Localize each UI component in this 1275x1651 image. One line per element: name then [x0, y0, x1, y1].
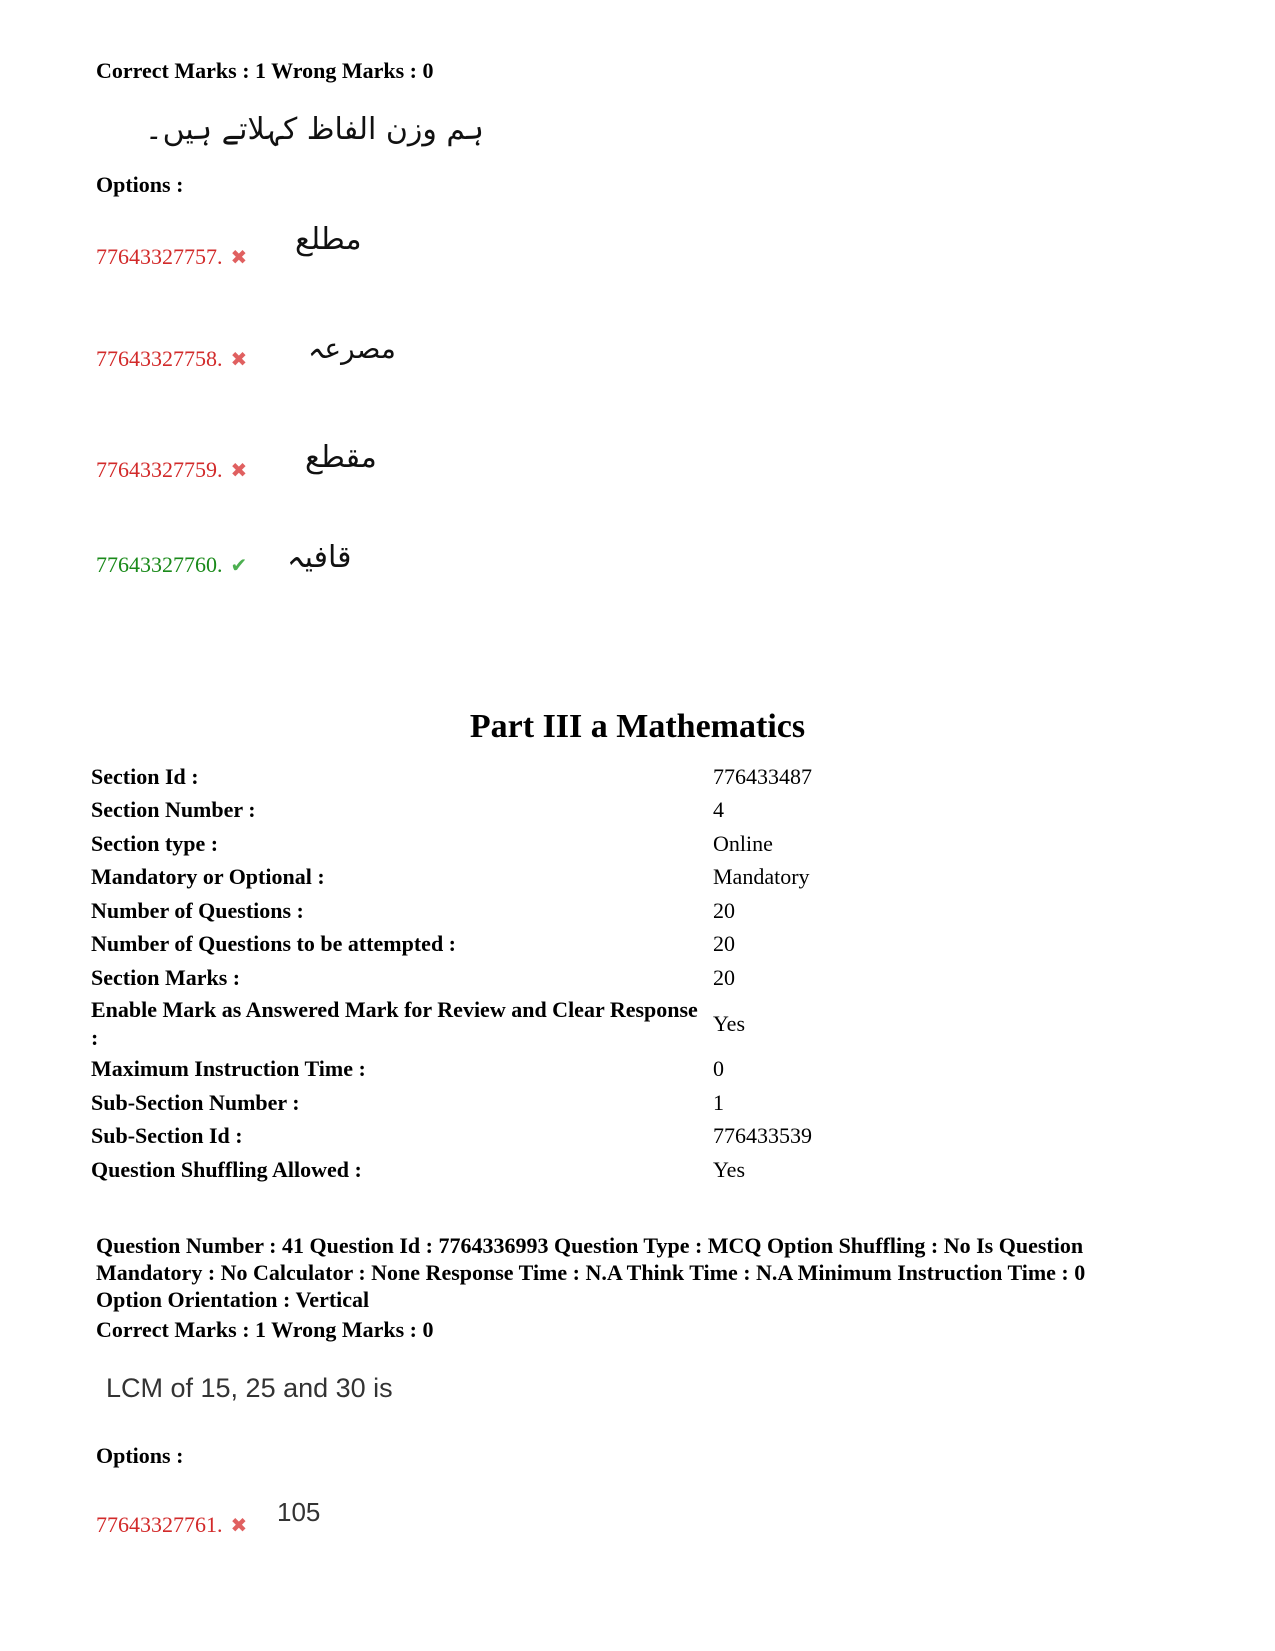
row-label: Sub-Section Id : — [91, 1123, 243, 1149]
row-value: 4 — [713, 797, 724, 823]
question-options-label: Options : — [96, 1443, 184, 1468]
table-row — [91, 928, 1091, 962]
table-row — [91, 1053, 1091, 1087]
row-value: Yes — [713, 1010, 746, 1036]
row-label: Mandatory or Optional : — [91, 864, 325, 890]
prev-marks-line: Correct Marks : 1 Wrong Marks : 0 — [96, 58, 434, 83]
cross-icon: ✖ — [230, 245, 248, 269]
option-id: 77643327757. — [96, 244, 223, 269]
question-marks-line: Correct Marks : 1 Wrong Marks : 0 — [96, 1317, 434, 1342]
row-label: Section Id : — [91, 763, 199, 789]
question-meta: Question Number : 41 Question Id : 7764336993 Question Type : MCQ Option Shuffling : No Is Question Mandatory : No Calculator : None Response Time : N.A Think Time : N.A Minimum Instruction Time : 0 Option Orientation : Vertical — [96, 1233, 1086, 1312]
cross-icon: ✖ — [230, 458, 248, 482]
table-row — [91, 995, 1091, 1053]
row-value: Online — [713, 830, 773, 856]
row-value: 776433487 — [713, 763, 812, 789]
row-label: Number of Questions to be attempted : — [91, 931, 457, 957]
row-label: Section Number : — [91, 797, 256, 823]
option-image: 105 — [277, 1497, 321, 1527]
cross-icon: ✖ — [230, 1513, 248, 1537]
option-row — [96, 244, 247, 270]
row-label: Section type : — [91, 830, 219, 856]
row-value: 0 — [713, 1056, 724, 1082]
table-row — [91, 1120, 1091, 1154]
option-image: مصرعہ — [308, 332, 396, 365]
prev-question-image: ہم وزن الفاظ کہلاتے ہیں۔ — [145, 112, 484, 147]
row-value: Yes — [713, 1156, 746, 1182]
row-label: Enable Mark as Answered Mark for Review and Clear Response : — [91, 996, 698, 1050]
row-label: Maximum Instruction Time : — [91, 1056, 366, 1082]
option-id: 77643327760. — [96, 552, 223, 577]
question-image: LCM of 15, 25 and 30 is — [106, 1373, 393, 1403]
row-value: 20 — [713, 897, 735, 923]
section-info-table — [91, 760, 1091, 1187]
row-label: Section Marks : — [91, 964, 241, 990]
row-label: Sub-Section Number : — [91, 1089, 300, 1115]
option-id: 77643327758. — [96, 346, 223, 371]
row-value: 776433539 — [713, 1123, 812, 1149]
table-row — [91, 794, 1091, 828]
option-row — [96, 346, 247, 372]
row-value: 20 — [713, 931, 735, 957]
table-row — [91, 894, 1091, 928]
table-row — [91, 861, 1091, 895]
option-image: قافیہ — [287, 540, 352, 575]
table-row — [91, 1086, 1091, 1120]
table-row — [91, 961, 1091, 995]
option-row — [96, 552, 247, 578]
option-id: 77643327759. — [96, 457, 223, 482]
option-id: 77643327761. — [96, 1512, 223, 1537]
section-title: Part III a Mathematics — [469, 708, 806, 745]
option-row — [96, 457, 247, 483]
row-value: Mandatory — [713, 864, 810, 890]
check-icon: ✔ — [230, 553, 248, 577]
row-label: Number of Questions : — [91, 897, 304, 923]
table-row — [91, 1153, 1091, 1187]
row-label: Question Shuffling Allowed : — [91, 1156, 362, 1182]
option-image: مقطع — [305, 440, 377, 475]
prev-options-label: Options : — [96, 172, 184, 197]
option-row — [96, 1512, 247, 1538]
table-row — [91, 827, 1091, 861]
row-value: 20 — [713, 964, 735, 990]
row-value: 1 — [713, 1089, 724, 1115]
cross-icon: ✖ — [230, 347, 248, 371]
table-row — [91, 760, 1091, 794]
option-image: مطلع — [295, 222, 362, 257]
